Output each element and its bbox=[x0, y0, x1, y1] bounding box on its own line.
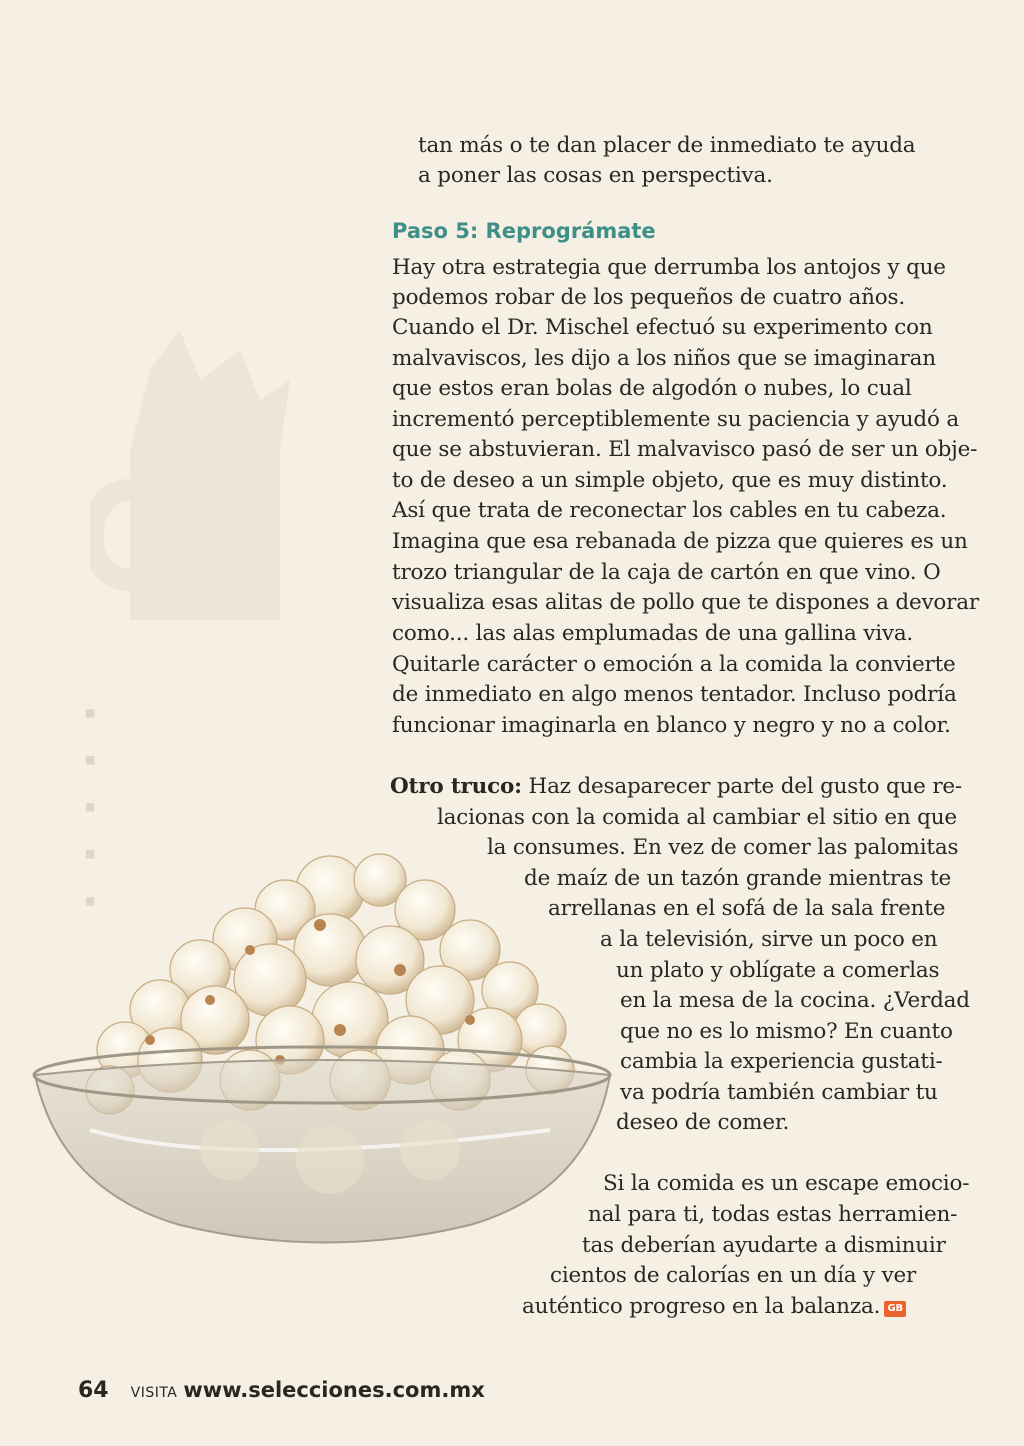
page-footer bbox=[78, 1378, 485, 1403]
body-line: de inmediato en algo menos tentador. Incluso podría bbox=[392, 682, 957, 707]
body-line: malvaviscos, les dijo a los niños que se imaginaran bbox=[392, 346, 936, 371]
body-line: arrellanas en el sofá de la sala frente bbox=[548, 896, 946, 921]
footer-url[interactable]: www.selecciones.com.mx bbox=[183, 1378, 485, 1402]
page-number: 64 bbox=[78, 1378, 109, 1403]
body-line: Hay otra estrategia que derrumba los antojos y que bbox=[392, 255, 946, 280]
body-line: que estos eran bolas de algodón o nubes, lo cual bbox=[392, 376, 912, 401]
glass-bowl bbox=[34, 1047, 610, 1243]
section-heading: Paso 5: Reprográmate bbox=[392, 219, 656, 243]
body-line: tas deberían ayudarte a disminuir bbox=[582, 1233, 946, 1258]
body-line: a la televisión, sirve un poco en bbox=[600, 927, 938, 952]
body-line: cientos de calorías en un día y ver bbox=[550, 1263, 917, 1288]
body-line: podemos robar de los pequeños de cuatro años. bbox=[392, 285, 905, 310]
body-line: un plato y oblígate a comerlas bbox=[616, 958, 940, 983]
body-line bbox=[390, 772, 962, 802]
intro-line: tan más o te dan placer de inmediato te ayuda bbox=[418, 133, 916, 158]
popcorn-bowl-image bbox=[30, 830, 620, 1250]
body-line: visualiza esas alitas de pollo que te dispones a devorar bbox=[392, 590, 979, 615]
visit-label: VISITA bbox=[130, 1385, 178, 1401]
body-line: de maíz de un tazón grande mientras te bbox=[524, 866, 952, 891]
end-mark-logo: GB bbox=[884, 1301, 906, 1317]
body-line: Si la comida es un escape emocio- bbox=[603, 1171, 970, 1196]
closing-last-text: auténtico progreso en la balanza. bbox=[522, 1294, 881, 1319]
body-line: nal para ti, todas estas herramien- bbox=[588, 1202, 958, 1227]
trick-lead: Otro truco: bbox=[390, 774, 522, 799]
body-line: to de deseo a un simple objeto, que es muy distinto. bbox=[392, 468, 948, 493]
body-line: deseo de comer. bbox=[616, 1110, 790, 1135]
body-line: la consumes. En vez de comer las palomitas bbox=[487, 835, 959, 860]
body-line: Quitarle carácter o emoción a la comida la convierte bbox=[392, 652, 956, 677]
body-line: Cuando el Dr. Mischel efectuó su experimento con bbox=[392, 315, 933, 340]
body-line: va podría también cambiar tu bbox=[620, 1080, 938, 1105]
trick-text: Haz desaparecer parte del gusto que re- bbox=[528, 774, 962, 799]
bleed-through-text: ▪ ▪ ▪ ▪ ▪ bbox=[84, 694, 97, 920]
body-line: lacionas con la comida al cambiar el sitio en que bbox=[437, 805, 957, 830]
body-line: funcionar imaginarla en blanco y negro y no a color. bbox=[392, 713, 951, 738]
intro-line: a poner las cosas en perspectiva. bbox=[418, 163, 773, 188]
body-line bbox=[522, 1292, 906, 1322]
body-line: Imagina que esa rebanada de pizza que quieres es un bbox=[392, 529, 968, 554]
body-line: en la mesa de la cocina. ¿Verdad bbox=[620, 988, 970, 1013]
bleed-through-mug-graphic bbox=[90, 330, 340, 630]
body-line: que se abstuvieran. El malvavisco pasó de ser un obje- bbox=[392, 437, 978, 462]
body-line: como... las alas emplumadas de una gallina viva. bbox=[392, 621, 914, 646]
body-line: Así que trata de reconectar los cables en tu cabeza. bbox=[392, 498, 947, 523]
body-line: que no es lo mismo? En cuanto bbox=[620, 1019, 953, 1044]
body-line: cambia la experiencia gustati- bbox=[620, 1049, 943, 1074]
body-line: trozo triangular de la caja de cartón en que vino. O bbox=[392, 560, 941, 585]
body-line: incrementó perceptiblemente su paciencia y ayudó a bbox=[392, 407, 959, 432]
